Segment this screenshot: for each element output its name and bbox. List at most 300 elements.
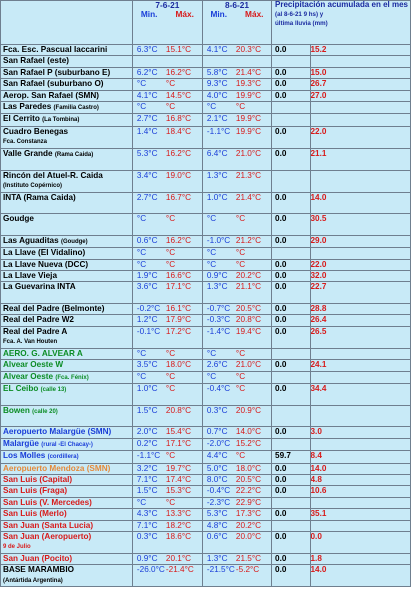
station-subname: (calle 20) — [32, 408, 58, 415]
day2-temp-cell — [202, 405, 271, 427]
day1-max-temp: 19.0°C — [165, 170, 192, 180]
station-name: San Rafael P (suburbano E) — [3, 67, 111, 77]
day1-max-temp: 15.4°C — [165, 427, 192, 437]
station-name-cell — [1, 56, 133, 67]
day1-max-temp: 16.2°C — [165, 148, 192, 158]
day1-min-temp: 2.7°C — [136, 114, 158, 124]
day2-min-temp: 1.3°C — [206, 553, 228, 563]
station-name: Real del Padre (Belmonte) — [3, 304, 105, 313]
day2-max-temp: 19.9°C — [235, 90, 262, 100]
day2-min-temp: 1.0°C — [206, 192, 228, 202]
precip-last: 29.0 — [310, 235, 411, 248]
station-name: Malargüe — [3, 438, 39, 448]
station-row — [1, 486, 411, 497]
station-subname: (Instituto Copérnico) — [3, 183, 62, 190]
station-row — [1, 326, 411, 348]
day1-temp-cell — [132, 326, 202, 348]
station-name: Las Aguaditas — [3, 235, 59, 245]
station-name-cell — [1, 438, 133, 451]
day2-max-temp: 21.0°C — [235, 148, 262, 158]
precip-month: 0.0 — [272, 509, 310, 520]
day2-min-temp: 0.7°C — [206, 427, 228, 437]
station-name-cell — [1, 565, 133, 587]
day1-min-label: Min. — [140, 9, 158, 19]
day1-min-temp: -1.1°C — [136, 451, 161, 461]
day1-min-temp: 6.2°C — [136, 67, 158, 77]
day2-min-temp: °C — [206, 348, 217, 358]
station-row — [1, 315, 411, 326]
precip-month: 0.0 — [272, 214, 310, 236]
day2-max-temp: °C — [235, 348, 246, 358]
day2-min-temp: 4.1°C — [206, 45, 228, 54]
station-name-cell — [1, 214, 133, 236]
day1-min-temp: 3.4°C — [136, 170, 158, 180]
station-name: San Juan (Aeropuerto) — [3, 531, 92, 541]
station-row — [1, 427, 411, 438]
day1-temp-cell — [132, 248, 202, 259]
day2-temp-cell — [202, 79, 271, 90]
station-row — [1, 67, 411, 78]
day1-temp-cell — [132, 371, 202, 384]
day1-temp-cell — [132, 114, 202, 127]
day1-max-temp: 15.1°C — [165, 45, 192, 54]
station-name-cell — [1, 405, 133, 427]
station-name: Alvear Oeste W — [3, 360, 64, 370]
day2-max-temp: 19.9°C — [235, 126, 262, 136]
day1-temp-cell — [132, 451, 202, 464]
day2-min-temp: -0.3°C — [206, 315, 231, 325]
precip-last — [310, 56, 411, 67]
station-name-cell — [1, 486, 133, 497]
station-subname: Fca. Constanza — [3, 139, 48, 146]
day2-temp-cell — [202, 553, 271, 564]
station-name: Valle Grande — [3, 148, 53, 158]
day2-min-temp: °C — [206, 371, 217, 381]
station-row — [1, 509, 411, 520]
day2-min-temp: 5.0°C — [206, 463, 228, 473]
day2-min-temp: -1.1°C — [206, 126, 231, 136]
station-row — [1, 384, 411, 406]
day2-min-temp: -2.0°C — [206, 438, 231, 448]
precip-month — [272, 101, 310, 114]
station-row — [1, 282, 411, 304]
precip-last — [310, 348, 411, 359]
day1-max-temp: °C — [165, 384, 176, 394]
station-name-cell — [1, 371, 133, 384]
day1-max-temp: 17.9°C — [165, 315, 192, 325]
day2-max-temp: 21.4°C — [235, 192, 262, 202]
station-name: San Rafael (este) — [3, 56, 69, 66]
day1-temp-cell — [132, 553, 202, 564]
day1-min-temp: 3.2°C — [136, 463, 158, 473]
day2-min-temp: -0.4°C — [206, 486, 231, 496]
precip-month: 0.0 — [272, 553, 310, 564]
station-name: INTA (Rama Caida) — [3, 192, 76, 202]
day1-min-temp: 6.3°C — [136, 45, 158, 54]
day2-max-temp: 21.5°C — [235, 553, 262, 563]
day1-temp-cell — [132, 565, 202, 587]
day2-temp-cell — [202, 67, 271, 78]
station-subname: (Fca. Fénix) — [55, 374, 89, 381]
day1-max-temp: 13.3°C — [165, 509, 192, 519]
precip-month: 0.0 — [272, 475, 310, 486]
day2-min-label: Min. — [210, 9, 228, 19]
day2-temp-cell — [202, 90, 271, 101]
day1-temp-cell — [132, 427, 202, 438]
day2-max-temp: 19.4°C — [235, 326, 262, 336]
day1-min-temp: -26.0°C — [136, 565, 165, 575]
station-row — [1, 360, 411, 371]
day1-temp-cell — [132, 509, 202, 520]
day2-temp-cell — [202, 348, 271, 359]
station-name-cell — [1, 45, 133, 56]
precip-last: 27.0 — [310, 90, 411, 101]
station-name: San Juan (Pocito) — [3, 553, 73, 563]
precip-month — [272, 438, 310, 451]
day2-header — [202, 1, 271, 45]
station-name: San Luis (Fraga) — [3, 486, 68, 496]
day1-min-temp: 1.5°C — [136, 405, 158, 415]
station-name-cell — [1, 520, 133, 531]
day1-temp-cell — [132, 271, 202, 282]
station-name: Cuadro Benegas — [3, 126, 69, 136]
station-name: EL Ceibo — [3, 384, 39, 394]
day1-max-temp: °C — [165, 79, 176, 89]
day1-min-temp: 1.5°C — [136, 486, 158, 496]
day2-temp-cell — [202, 101, 271, 114]
day1-min-temp: 0.2°C — [136, 438, 158, 448]
day1-temp-cell — [132, 56, 202, 67]
precip-month: 0.0 — [272, 565, 310, 587]
station-name-cell — [1, 315, 133, 326]
day1-min-temp: 1.0°C — [136, 384, 158, 394]
day1-max-temp: 17.2°C — [165, 326, 192, 336]
precip-last: 8.4 — [310, 451, 411, 464]
station-name: Alvear Oeste — [3, 371, 54, 381]
day2-max-temp: °C — [235, 384, 246, 394]
precip-month: 0.0 — [272, 315, 310, 326]
station-row — [1, 192, 411, 214]
precip-last: 34.4 — [310, 384, 411, 406]
day2-min-temp: -21.5°C — [206, 565, 235, 575]
station-name: Bowen — [3, 405, 30, 415]
precip-last: 4.8 — [310, 475, 411, 486]
day2-max-temp: 21.2°C — [235, 235, 262, 245]
day2-min-temp: 8.0°C — [206, 475, 228, 485]
day2-min-temp: -0.7°C — [206, 304, 231, 313]
station-name: El Cerrito — [3, 114, 40, 124]
station-name: San Juan (Santa Lucia) — [3, 520, 94, 530]
station-name-cell — [1, 348, 133, 359]
day1-max-temp: 18.6°C — [165, 531, 192, 541]
precip-month — [272, 170, 310, 192]
day2-temp-cell — [202, 520, 271, 531]
day2-temp-cell — [202, 259, 271, 270]
day1-min-temp: 0.6°C — [136, 235, 158, 245]
station-name: BASE MARAMBIO — [3, 565, 74, 575]
day1-temp-cell — [132, 405, 202, 427]
station-name-cell — [1, 384, 133, 406]
day1-temp-cell — [132, 463, 202, 474]
station-name-cell — [1, 259, 133, 270]
precip-month — [272, 56, 310, 67]
station-subname: (cordillera) — [47, 454, 79, 461]
precip-month: 0.0 — [272, 67, 310, 78]
day2-min-temp: °C — [206, 101, 217, 111]
day1-max-temp: °C — [165, 248, 176, 258]
day2-max-temp: °C — [235, 214, 246, 224]
station-name-cell — [1, 271, 133, 282]
station-row — [1, 170, 411, 192]
day2-temp-cell — [202, 451, 271, 464]
day1-min-temp: 7.1°C — [136, 475, 158, 485]
station-row — [1, 475, 411, 486]
precip-last: 3.0 — [310, 427, 411, 438]
precip-month: 0.0 — [272, 304, 310, 315]
day1-min-temp: °C — [136, 259, 147, 269]
day2-min-temp: 0.9°C — [206, 271, 228, 281]
precip-month: 0.0 — [272, 45, 310, 56]
day2-temp-cell — [202, 326, 271, 348]
station-row — [1, 304, 411, 315]
station-name: San Luis (V. Mercedes) — [3, 497, 92, 507]
station-row — [1, 497, 411, 508]
day1-max-temp: 18.2°C — [165, 520, 192, 530]
day1-max-temp: 16.2°C — [165, 67, 192, 77]
day1-temp-cell — [132, 531, 202, 553]
station-row — [1, 565, 411, 587]
day1-temp-cell — [132, 486, 202, 497]
station-name-cell — [1, 497, 133, 508]
station-name: Fca. Esc. Pascual Iaccarini — [3, 45, 108, 54]
precip-last: última lluvia (mm) — [275, 20, 328, 27]
station-subname: (Rama Caida) — [54, 151, 94, 158]
day2-temp-cell — [202, 126, 271, 148]
precip-last — [310, 170, 411, 192]
station-row — [1, 126, 411, 148]
station-name-cell — [1, 509, 133, 520]
precip-month: 0.0 — [272, 360, 310, 371]
day2-max-temp: 20.8°C — [235, 315, 262, 325]
precip-last: 32.0 — [310, 271, 411, 282]
day1-max-temp: °C — [165, 259, 176, 269]
station-row — [1, 520, 411, 531]
station-name-cell — [1, 79, 133, 90]
day1-max-temp: 17.1°C — [165, 438, 192, 448]
day1-max-temp: 19.7°C — [165, 463, 192, 473]
precip-last: 0.0 — [310, 531, 411, 553]
day2-min-temp: 1.3°C — [206, 170, 228, 180]
day2-max-temp: 22.9°C — [235, 497, 262, 507]
precip-last: 15.0 — [310, 67, 411, 78]
precip-last: 26.7 — [310, 79, 411, 90]
station-row — [1, 531, 411, 553]
day1-temp-cell — [132, 315, 202, 326]
day1-max-temp: 16.1°C — [165, 304, 192, 313]
day1-min-temp: 2.7°C — [136, 192, 158, 202]
station-name-cell — [1, 248, 133, 259]
day2-max-temp: 20.2°C — [235, 271, 262, 281]
header-row — [1, 1, 411, 45]
day2-min-temp: 9.3°C — [206, 79, 228, 89]
day2-max-temp: -5.2°C — [235, 565, 260, 575]
day2-temp-cell — [202, 384, 271, 406]
day1-min-temp: 2.0°C — [136, 427, 158, 437]
station-name: Goudge — [3, 214, 34, 224]
station-subname: Fca. A. Van Houten — [3, 339, 58, 346]
station-row — [1, 371, 411, 384]
day2-max-label: Máx. — [245, 9, 264, 19]
day1-temp-cell — [132, 79, 202, 90]
day2-max-temp: 19.3°C — [235, 79, 262, 89]
precip-month: 0.0 — [272, 463, 310, 474]
day2-temp-cell — [202, 235, 271, 248]
precip-last: 26.4 — [310, 315, 411, 326]
day2-max-temp: 20.2°C — [235, 520, 262, 530]
day2-min-temp: 1.3°C — [206, 282, 228, 292]
station-name-cell — [1, 235, 133, 248]
precip-month: 0.0 — [272, 259, 310, 270]
day2-min-temp: 2.6°C — [206, 360, 228, 370]
precip-month: 0.0 — [272, 326, 310, 348]
day1-min-temp: °C — [136, 497, 147, 507]
precip-note: (al 8-6-21 9 hs) y — [275, 10, 324, 18]
day2-min-temp: -2.3°C — [206, 497, 231, 507]
day1-max-temp: 16.7°C — [165, 192, 192, 202]
day1-min-temp: 3.5°C — [136, 360, 158, 370]
day2-max-temp: 20.0°C — [235, 531, 262, 541]
day2-max-temp: 20.5°C — [235, 304, 262, 313]
day1-temp-cell — [132, 126, 202, 148]
day2-min-temp: 4.0°C — [206, 90, 228, 100]
station-name-cell — [1, 451, 133, 464]
station-name: San Luis (Capital) — [3, 475, 73, 485]
station-name-cell — [1, 67, 133, 78]
day2-max-temp: 21.0°C — [235, 360, 262, 370]
precip-month — [272, 348, 310, 359]
day2-min-temp: 4.4°C — [206, 451, 228, 461]
station-name: Aeropuerto Malargüe (SMN) — [3, 427, 112, 437]
station-name-cell — [1, 475, 133, 486]
day1-max-temp: 16.2°C — [165, 235, 192, 245]
station-name-cell — [1, 101, 133, 114]
day1-min-temp: °C — [136, 101, 147, 111]
day2-temp-cell — [202, 463, 271, 474]
day2-max-temp: 21.1°C — [235, 282, 262, 292]
day2-min-temp: 0.6°C — [206, 531, 228, 541]
day1-temp-cell — [132, 67, 202, 78]
day1-temp-cell — [132, 214, 202, 236]
station-name: Aerop. San Rafael (SMN) — [3, 90, 99, 100]
day1-min-temp: -0.1°C — [136, 326, 161, 336]
station-row — [1, 214, 411, 236]
day1-temp-cell — [132, 475, 202, 486]
day1-temp-cell — [132, 45, 202, 56]
day2-temp-cell — [202, 531, 271, 553]
day1-max-temp: 17.4°C — [165, 475, 192, 485]
precip-last: 28.8 — [310, 304, 411, 315]
day2-temp-cell — [202, 56, 271, 67]
station-row — [1, 451, 411, 464]
day1-min-temp: 4.1°C — [136, 90, 158, 100]
precip-month: 0.0 — [272, 126, 310, 148]
day2-max-temp: 21.4°C — [235, 67, 262, 77]
day2-temp-cell — [202, 360, 271, 371]
day2-temp-cell — [202, 214, 271, 236]
precip-last: 22.0 — [310, 126, 411, 148]
day1-min-temp: 1.9°C — [136, 271, 158, 281]
day1-temp-cell — [132, 259, 202, 270]
day1-temp-cell — [132, 282, 202, 304]
day2-min-temp: -1.0°C — [206, 235, 231, 245]
station-row — [1, 148, 411, 170]
station-name: San Luis (Merlo) — [3, 509, 67, 519]
day2-max-temp: 15.2°C — [235, 438, 262, 448]
day2-min-temp: °C — [206, 248, 217, 258]
day1-min-temp: 4.3°C — [136, 509, 158, 519]
day1-temp-cell — [132, 148, 202, 170]
precip-last: 26.5 — [310, 326, 411, 348]
precip-month: 0.0 — [272, 148, 310, 170]
station-name-cell — [1, 326, 133, 348]
precip-last: 15.2 — [310, 45, 411, 56]
precip-last — [310, 101, 411, 114]
precip-last: 21.1 — [310, 148, 411, 170]
day2-min-temp: °C — [206, 214, 217, 224]
day2-min-temp: 0.3°C — [206, 405, 228, 415]
day1-temp-cell — [132, 235, 202, 248]
day2-min-temp: 6.4°C — [206, 148, 228, 158]
day1-min-temp: °C — [136, 371, 147, 381]
day2-temp-cell — [202, 427, 271, 438]
day1-max-label: Máx. — [175, 9, 194, 19]
station-name-cell — [1, 531, 133, 553]
precip-month: 0.0 — [272, 531, 310, 553]
day2-min-temp: 4.8°C — [206, 520, 228, 530]
station-subname: (La Tombina) — [42, 117, 80, 124]
day2-min-temp: -0.4°C — [206, 384, 231, 394]
day1-max-temp: 20.8°C — [165, 405, 192, 415]
station-name-cell — [1, 427, 133, 438]
station-name-cell — [1, 282, 133, 304]
day1-max-temp: 17.1°C — [165, 282, 192, 292]
day1-temp-cell — [132, 520, 202, 531]
station-row — [1, 438, 411, 451]
day1-min-temp: °C — [136, 248, 147, 258]
day1-max-temp: -21.4°C — [165, 565, 194, 575]
station-name-cell — [1, 114, 133, 127]
station-name: Rincón del Atuel-R. Caida — [3, 170, 103, 180]
day2-min-temp: -1.4°C — [206, 326, 231, 336]
day1-min-temp: 5.3°C — [136, 148, 158, 158]
station-name-cell — [1, 553, 133, 564]
day1-temp-cell — [132, 348, 202, 359]
precip-month — [272, 114, 310, 127]
precip-month: 59.7 — [272, 451, 310, 464]
day1-max-temp: °C — [165, 451, 176, 461]
day2-max-temp: 20.9°C — [235, 405, 262, 415]
station-row — [1, 56, 411, 67]
station-name-cell — [1, 463, 133, 474]
precip-last: 22.0 — [310, 259, 411, 270]
precip-last: 10.6 — [310, 486, 411, 497]
station-row — [1, 235, 411, 248]
day2-temp-cell — [202, 565, 271, 587]
day2-min-temp: °C — [206, 259, 217, 269]
day1-max-temp: °C — [165, 371, 176, 381]
precip-month — [272, 248, 310, 259]
precip-month — [272, 371, 310, 384]
